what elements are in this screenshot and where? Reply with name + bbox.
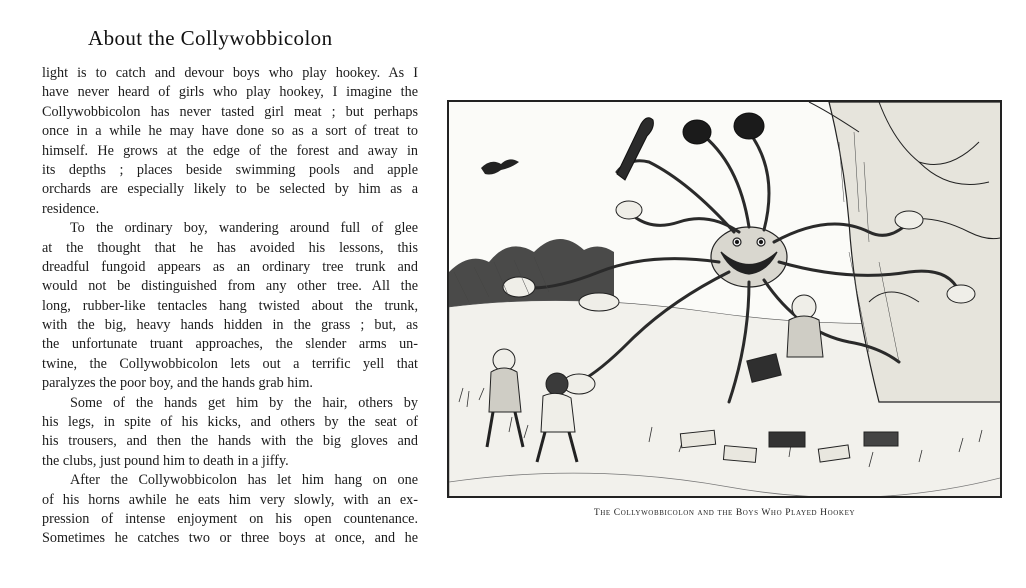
text-line: its depths ; places beside swimming pools and apple [42, 161, 418, 178]
text-line: his trousers, and then the hands with the big gloves and [42, 433, 418, 450]
page-title: About the Collywobbicolon [88, 26, 333, 50]
text-line: paralyzes the poor boy, and the hands grab him. [42, 375, 313, 392]
text-line: of his horns awhile he eats him very slowly, with an ex- [42, 491, 418, 508]
text-line: orchards are especially likely to be selected by him as a [42, 181, 418, 198]
text-line: Some of the hands get him by the hair, others by [70, 394, 418, 411]
text-line: pression of intense enjoyment on his open countenance. [42, 510, 418, 527]
text-line: himself. He grows at the edge of the forest and away in [42, 142, 418, 159]
text-line: dreadful fungoid appears as an ordinary tree trunk and [42, 258, 418, 275]
club [617, 118, 653, 180]
illustration-drawing [449, 102, 1002, 498]
body-text [42, 64, 418, 549]
text-line: residence. [42, 200, 100, 217]
text-line: twine, the Collywobbicolon lets out a terrific yell that [42, 355, 418, 372]
text-line: long, rubber-like tentacles hang twisted about the trunk, [42, 297, 418, 314]
text-line: would not be distinguished from any other tree. All the [42, 278, 418, 295]
text-line: Sometimes he catches two or three boys at once, and he [42, 530, 418, 547]
illustration [447, 100, 1002, 498]
bird [481, 159, 519, 174]
text-line: After the Collywobbicolon has let him hang on one [70, 472, 418, 489]
boxing-gloves [683, 113, 764, 144]
text-line: his legs, in spite of his kicks, and others by the seat of [42, 414, 418, 431]
illustration-caption: The Collywobbicolon and the Boys Who Played Hookey [593, 508, 856, 518]
monster [711, 227, 787, 287]
text-line: the clubs, just pound him to death in a jiffy. [42, 452, 289, 469]
text-line: with the big, heavy hands hidden in the grass ; but, as [42, 317, 418, 334]
text-line: light is to catch and devour boys who play hookey. As I [42, 65, 418, 81]
text-line: To the ordinary boy, wandering around full of glee [70, 220, 418, 237]
text-line: the unfortunate truant approaches, the slender arms un- [42, 336, 418, 353]
text-line: Collywobbicolon has never tasted girl meat ; but perhaps [42, 103, 418, 120]
text-line: once in a while he may have done so as a sort of treat to [42, 123, 418, 140]
text-line: have never heard of girls who play hookey, I imagine the [42, 84, 418, 101]
text-line: at the thought that he has avoided his lessons, this [42, 239, 418, 256]
